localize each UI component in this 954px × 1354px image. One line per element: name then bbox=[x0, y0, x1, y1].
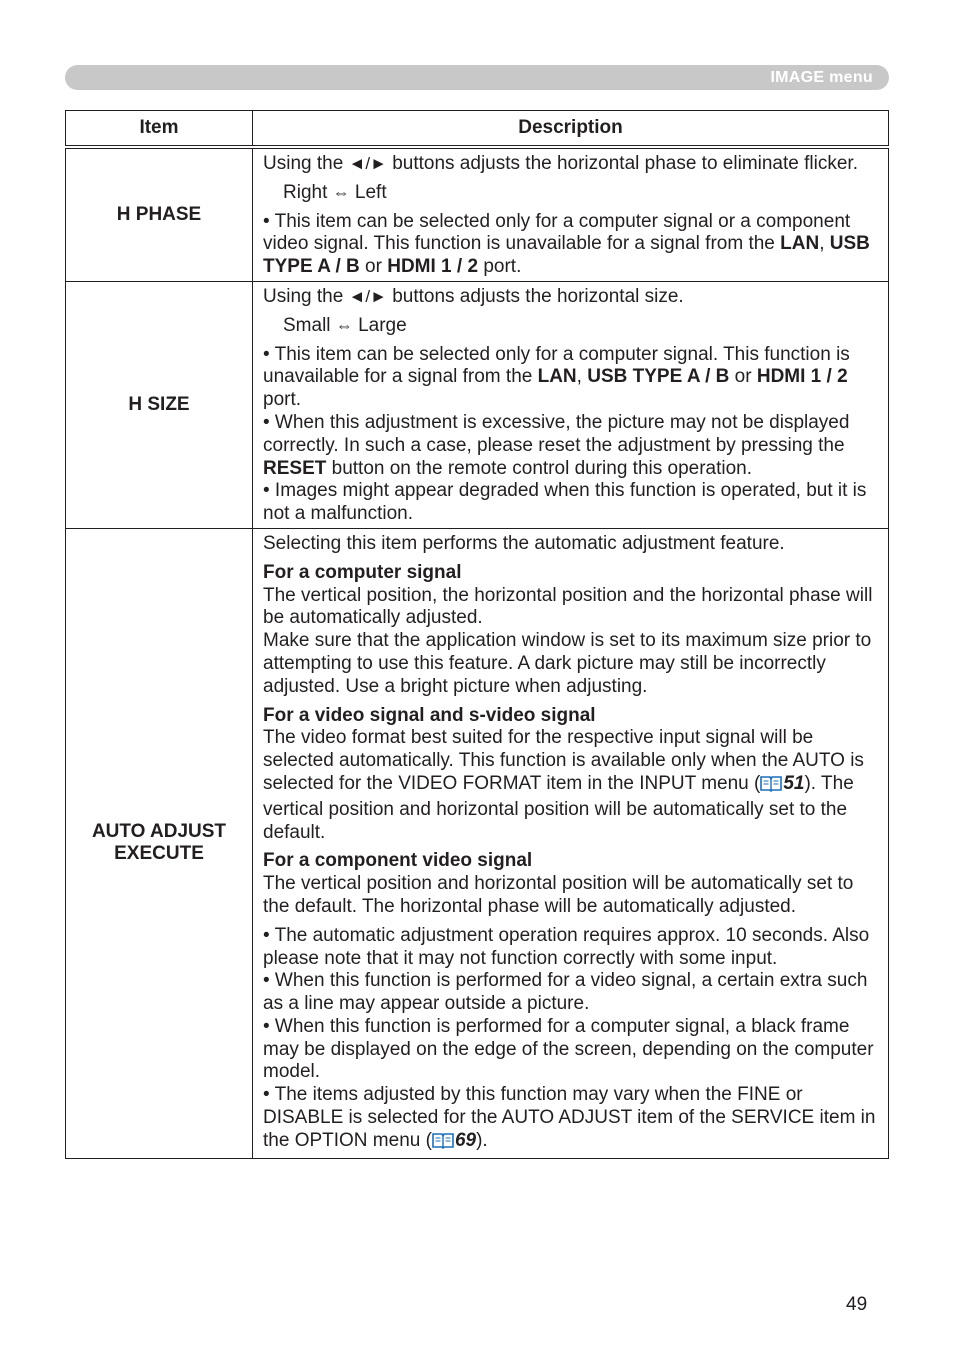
video-signal-text: The video format best suited for the respective input signal will be selected automatically. This function is available only when the AUTO is selected for the VIDEO FORMAT item in the INPUT menu ( 51). The vertical position and horizontal position will be automatically set to the default. bbox=[263, 727, 864, 843]
section-header-bar bbox=[65, 65, 889, 90]
auto-note-1: • The automatic adjustment operation requires approx. 10 seconds. Also please note that it may not function correctly with some input. bbox=[263, 924, 870, 969]
table-row-h-size bbox=[66, 281, 889, 528]
auto-note-2: • When this function is performed for a video signal, a certain extra such as a line may appear outside a picture. bbox=[263, 970, 868, 1015]
left-right-arrows-icon: ◄/► bbox=[348, 286, 387, 306]
h-phase-range: Right ⇔ Left bbox=[283, 181, 387, 203]
computer-signal-text-2: Make sure that the application window is set to its maximum size prior to attempting to use this feature. A dark picture may still be incorrectly adjusted. Use a bright picture when adjusting. bbox=[263, 630, 872, 697]
h-phase-note: • This item can be selected only for a computer signal or a component video signal. This function is unavailable for a signal from the LAN, USB TYPE A / B or HDMI 1 / 2 port. bbox=[263, 210, 870, 278]
description-h-phase bbox=[253, 147, 889, 281]
auto-note-3: • When this function is performed for a computer signal, a black frame may be displayed on the edge of the screen, depending on the computer model. bbox=[263, 1015, 874, 1083]
auto-intro: Selecting this item performs the automatic adjustment feature. bbox=[263, 532, 785, 554]
h-phase-usage: Using the ◄/► buttons adjusts the horizontal phase to eliminate flicker. bbox=[263, 153, 858, 174]
item-h-size: H SIZE bbox=[66, 281, 253, 528]
section-title: IMAGE menu bbox=[770, 69, 873, 86]
heading-video-signal: For a video signal and s-video signal bbox=[263, 704, 596, 726]
book-reference-icon bbox=[760, 774, 782, 799]
heading-component-signal: For a component video signal bbox=[263, 850, 533, 872]
table-row-h-phase bbox=[66, 147, 889, 281]
item-h-phase: H PHASE bbox=[66, 147, 253, 281]
column-header-item: Item bbox=[66, 111, 253, 148]
double-arrow-icon: ⇔ bbox=[335, 315, 353, 335]
h-size-range: Small ⇔ Large bbox=[283, 314, 407, 336]
h-size-note-3: • Images might appear degraded when this function is operated, but it is not a malfunction. bbox=[263, 480, 867, 525]
h-size-note-2: • When this adjustment is excessive, the picture may not be displayed correctly. In such a case, please reset the adjustment by pressing the RESET button on the remote control during this operation. bbox=[263, 411, 850, 479]
menu-item-table bbox=[65, 110, 889, 1159]
component-signal-text: The vertical position and horizontal position will be automatically set to the default. The horizontal phase will be automatically adjusted. bbox=[263, 873, 854, 917]
column-header-description: Description bbox=[253, 111, 889, 148]
page-reference-link[interactable]: 69 bbox=[454, 1129, 477, 1151]
description-auto-adjust bbox=[253, 528, 889, 1158]
page-number: 49 bbox=[846, 1294, 868, 1315]
heading-computer-signal: For a computer signal bbox=[263, 561, 462, 583]
h-size-note-1: • This item can be selected only for a computer signal. This function is unavailable for a signal from the LAN, USB TYPE A / B or HDMI 1 / 2 port. bbox=[263, 343, 850, 411]
page-reference-link[interactable]: 51 bbox=[783, 772, 805, 794]
auto-note-4: • The items adjusted by this function may vary when the FINE or DISABLE is selected for the AUTO ADJUST item of the SERVICE item in the OPTION menu ( 69). bbox=[263, 1084, 882, 1155]
book-reference-icon bbox=[432, 1131, 454, 1156]
left-right-arrows-icon: ◄/► bbox=[348, 154, 387, 173]
item-auto-adjust-execute: AUTO ADJUST EXECUTE bbox=[66, 528, 253, 1158]
double-arrow-icon: ⇔ bbox=[332, 182, 350, 202]
computer-signal-text-1: The vertical position, the horizontal position and the horizontal phase will be automatically adjusted. bbox=[263, 584, 873, 629]
table-row-auto-adjust bbox=[66, 528, 889, 1158]
table-header-row bbox=[66, 111, 889, 148]
h-size-usage: Using the ◄/► buttons adjusts the horizontal size. bbox=[263, 285, 684, 307]
description-h-size bbox=[253, 281, 889, 528]
